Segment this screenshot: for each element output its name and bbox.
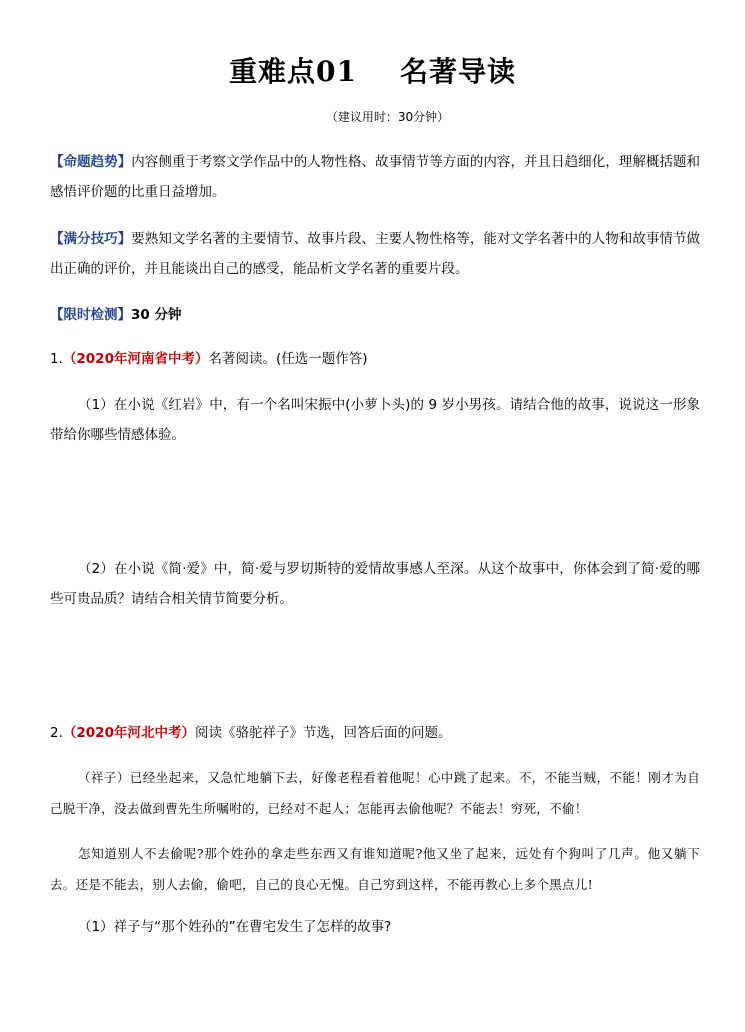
test-time: 30 分钟 (131, 307, 182, 323)
skill-tag: 【满分技巧】 (50, 231, 132, 247)
question-2-text: 阅读《骆驼祥子》节选，回答后面的问题。 (194, 725, 452, 741)
question-1-sub1: （1）在小说《红岩》中，有一个名叫宋振中(小萝卜头)的 9 岁小男孩。请结合他的故事，说说这一形象带给你哪些情感体验。 (50, 397, 700, 443)
question-2-source: （2020年河北中考） (62, 725, 195, 741)
page-title: 重难点01 名著导读 (229, 55, 516, 88)
question-1-sub2: （2）在小说《简·爱》中，简·爱与罗切斯特的爱情故事感人至深。从这个故事中，你体会到了简·爱的哪些可贵品质？请结合相关情节简要分析。 (50, 561, 700, 607)
question-1-number: 1. (50, 351, 63, 367)
test-tag: 【限时检测】 (50, 307, 131, 323)
excerpt-paragraph-1: （祥子）已经坐起来，又急忙地躺下去，好像老程看着他呢！心中跳了起来。不，不能当贼，不能！刚才为自己脱干净，没去做到曹先生所嘱咐的，已经对不起人；怎能再去偷他呢？不能去！穷死，不偷！ (50, 770, 700, 816)
skill-paragraph (50, 224, 700, 284)
trend-tag: 【命题趋势】 (50, 154, 132, 170)
question-1-source: （2020年河南省中考） (62, 351, 209, 367)
suggested-time: （建议用时：30分钟） (325, 110, 450, 124)
question-2-sub1: （1）祥子与“那个姓孙的”在曹宅发生了怎样的故事? (78, 919, 392, 935)
trend-text: 内容侧重于考察文学作品中的人物性格、故事情节等方面的内容，并且日趋细化，理解概括题和感悟评价题的比重日益增加。 (50, 154, 701, 200)
trend-paragraph (50, 147, 700, 207)
question-2-stem (50, 718, 700, 748)
skill-text: 要熟知文学名著的主要情节、故事片段、主要人物性格等，能对文学名著中的人物和故事情节做出正确的评价，并且能谈出自己的感受，能品析文学名著的重要片段。 (50, 231, 701, 277)
test-paragraph (50, 300, 700, 330)
excerpt-paragraph-2: 怎知道别人不去偷呢?那个姓孙的拿走些东西又有谁知道呢?他又坐了起来，远处有个狗叫了几声。他又躺下去。还是不能去，别人去偷，偷吧，自己的良心无愧。自己穷到这样，不能再教心上多个黑点儿! (50, 846, 700, 892)
question-1-text: 名著阅读。(任选一题作答) (208, 351, 368, 367)
question-1-stem (50, 344, 700, 374)
question-2-number: 2. (50, 725, 63, 741)
